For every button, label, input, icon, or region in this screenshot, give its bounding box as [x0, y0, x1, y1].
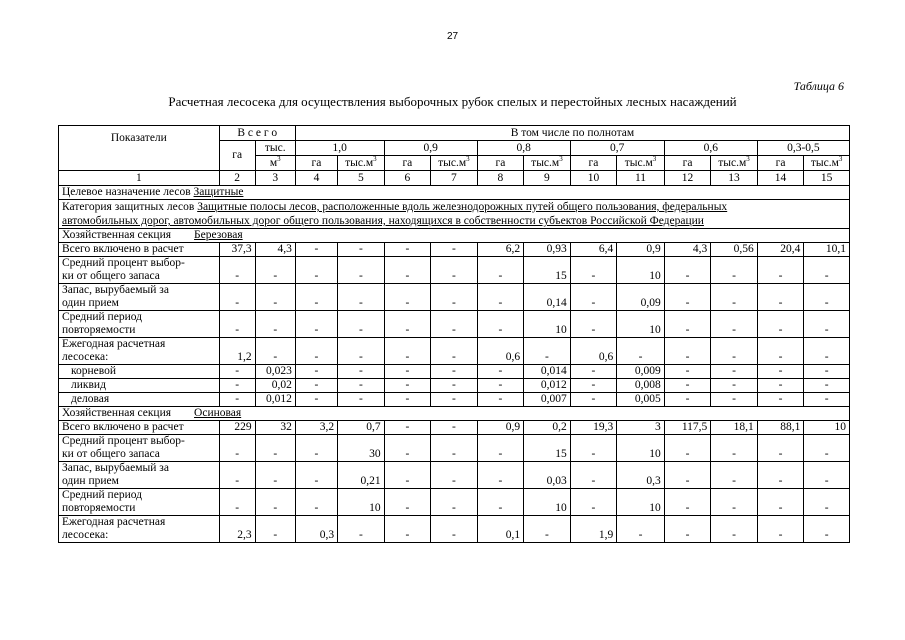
purpose-label: Целевое назначение лесов [62, 186, 191, 198]
header-density: 0,7 [570, 141, 664, 156]
header-indicators: Показатели [59, 126, 220, 171]
table-cell: 0,6 [477, 338, 524, 365]
table-cell: - [570, 257, 617, 284]
table-cell: - [431, 284, 478, 311]
table-cell: - [431, 379, 478, 393]
row-label: Всего включено в расчет [59, 243, 220, 257]
header-total-thous: тыс. [255, 141, 295, 156]
header-unit-ha: га [384, 156, 431, 171]
category-row [59, 200, 850, 229]
table-label: Таблица 6 [793, 79, 844, 93]
table-cell: 1,9 [570, 516, 617, 543]
table-cell: - [570, 489, 617, 516]
row-label: Средний процент выбор- ки от общего запаса [59, 257, 220, 284]
row-label: Средний процент выбор- ки от общего запаса [59, 435, 220, 462]
table-cell: - [804, 311, 850, 338]
column-number: 14 [757, 171, 804, 186]
header-density: 0,8 [477, 141, 570, 156]
table-cell: - [664, 311, 711, 338]
table-cell: - [384, 421, 431, 435]
category-value-line2: автомобильных дорог, автомобильных дорог общего пользования, находящихся в собственности субъектов Российской Федерации [62, 215, 704, 227]
row-label: Ежегодная расчетная лесосека: [59, 516, 220, 543]
table-cell: - [219, 379, 255, 393]
header-unit-ha: га [295, 156, 337, 171]
table-cell: 10 [338, 489, 385, 516]
header-unit-ha: га [757, 156, 804, 171]
table-cell: - [524, 516, 571, 543]
column-number: 8 [477, 171, 524, 186]
table-cell: - [711, 435, 758, 462]
table-cell: - [295, 379, 337, 393]
table-cell: 117,5 [664, 421, 711, 435]
table-cell: - [664, 365, 711, 379]
column-number: 7 [431, 171, 478, 186]
table-cell: - [338, 365, 385, 379]
table-cell: - [617, 516, 665, 543]
table-cell: 0,009 [617, 365, 665, 379]
column-number: 15 [804, 171, 850, 186]
table-cell: 88,1 [757, 421, 804, 435]
table-cell: - [431, 311, 478, 338]
purpose-value: Защитные [193, 186, 244, 198]
table-cell: - [804, 379, 850, 393]
table-cell: - [255, 338, 295, 365]
table-cell: - [804, 257, 850, 284]
table-row [59, 257, 850, 284]
column-number: 6 [384, 171, 431, 186]
table-cell: 10 [617, 435, 665, 462]
table-cell: 15 [524, 435, 571, 462]
table-cell: 0,9 [477, 421, 524, 435]
column-number: 10 [570, 171, 617, 186]
table-cell: - [711, 338, 758, 365]
table-cell: 0,02 [255, 379, 295, 393]
table-cell: - [757, 257, 804, 284]
table-cell: - [477, 462, 524, 489]
table-cell: 0,3 [617, 462, 665, 489]
table-cell: - [295, 338, 337, 365]
table-cell: 6,2 [477, 243, 524, 257]
table-cell: 0,09 [617, 284, 665, 311]
table-cell: 15 [524, 257, 571, 284]
table-cell: - [295, 311, 337, 338]
table-row [59, 435, 850, 462]
table-cell: - [431, 257, 478, 284]
table-cell: - [295, 435, 337, 462]
table-cell: - [711, 462, 758, 489]
table-cell: - [255, 462, 295, 489]
header-density: 1,0 [295, 141, 384, 156]
table-cell: 3 [617, 421, 665, 435]
table-cell: - [664, 284, 711, 311]
column-number: 2 [219, 171, 255, 186]
table-cell: - [804, 338, 850, 365]
table-cell: 3,2 [295, 421, 337, 435]
table-cell: 32 [255, 421, 295, 435]
table-title: Расчетная лесосека для осуществления выборочных рубок спелых и перестойных лесных насаждений [168, 94, 737, 109]
table-cell: - [338, 338, 385, 365]
table-cell: - [384, 435, 431, 462]
table-cell: - [664, 257, 711, 284]
table-cell: - [804, 516, 850, 543]
table-cell: - [255, 311, 295, 338]
table-cell: 0,014 [524, 365, 571, 379]
table-row [59, 393, 850, 407]
table-cell: - [804, 284, 850, 311]
table-cell: 18,1 [711, 421, 758, 435]
row-label: Средний период повторяемости [59, 311, 220, 338]
table-cell: - [431, 435, 478, 462]
table-cell: - [255, 489, 295, 516]
table-cell: - [431, 462, 478, 489]
table-cell: 0,012 [524, 379, 571, 393]
table-cell: - [664, 379, 711, 393]
table-cell: - [711, 311, 758, 338]
table-cell: - [524, 338, 571, 365]
table-cell: - [384, 243, 431, 257]
table-cell: - [664, 338, 711, 365]
table-cell: - [757, 338, 804, 365]
table-cell: - [295, 243, 337, 257]
table-row [59, 365, 850, 379]
table-cell: - [711, 284, 758, 311]
table-cell: - [477, 435, 524, 462]
header-unit-thous-m3: $тыс.м^3$ [804, 156, 850, 171]
table-cell: - [431, 365, 478, 379]
column-number: 13 [711, 171, 758, 186]
row-label: Всего включено в расчет [59, 421, 220, 435]
table-cell: 4,3 [255, 243, 295, 257]
table-cell: 0,14 [524, 284, 571, 311]
table-cell: 6,4 [570, 243, 617, 257]
table-cell: - [664, 393, 711, 407]
table-cell: - [711, 489, 758, 516]
table-cell: - [711, 393, 758, 407]
table-cell: 229 [219, 421, 255, 435]
table-row [59, 489, 850, 516]
table-cell: - [338, 379, 385, 393]
table-cell: 10 [617, 311, 665, 338]
section-header-row [59, 407, 850, 421]
table-cell: - [570, 284, 617, 311]
header-total-m3: $м^3$ [255, 156, 295, 171]
table-cell: 1,2 [219, 338, 255, 365]
table-cell: - [664, 516, 711, 543]
table-cell: - [338, 257, 385, 284]
table-cell: - [338, 393, 385, 407]
table-cell: - [295, 257, 337, 284]
table-cell: 0,6 [570, 338, 617, 365]
table-cell: 0,2 [524, 421, 571, 435]
table-cell: - [295, 462, 337, 489]
table-cell: - [711, 365, 758, 379]
table-cell: - [570, 311, 617, 338]
table-cell: - [219, 365, 255, 379]
table-cell: - [570, 393, 617, 407]
table-cell: 0,008 [617, 379, 665, 393]
header-unit-thous-m3: $тыс.м^3$ [524, 156, 571, 171]
table-cell: - [804, 393, 850, 407]
page-number: 27 [446, 31, 459, 42]
table-cell: - [295, 393, 337, 407]
table-cell: - [757, 379, 804, 393]
header-unit-ha: га [477, 156, 524, 171]
table-cell: - [338, 311, 385, 338]
section-label: Хозяйственная секция [62, 229, 172, 241]
category-label: Категория защитных лесов [62, 201, 195, 213]
table-cell: - [431, 338, 478, 365]
table-cell: 10 [617, 257, 665, 284]
header-unit-thous-m3: $тыс.м^3$ [711, 156, 758, 171]
row-label: корневой [59, 365, 220, 379]
table-cell: 0,03 [524, 462, 571, 489]
table-cell: - [384, 257, 431, 284]
table-cell: - [384, 284, 431, 311]
column-number: 12 [664, 171, 711, 186]
table-cell: 20,4 [757, 243, 804, 257]
table-cell: - [757, 284, 804, 311]
table-cell: - [384, 311, 431, 338]
table-cell: - [219, 311, 255, 338]
row-label: Средний период повторяемости [59, 489, 220, 516]
table-cell: - [757, 365, 804, 379]
table-cell: - [338, 516, 385, 543]
header-unit-thous-m3: $тыс.м^3$ [338, 156, 385, 171]
table-cell: - [664, 462, 711, 489]
table-cell: - [431, 516, 478, 543]
table-cell: - [219, 462, 255, 489]
header-density: 0,9 [384, 141, 477, 156]
table-cell: - [295, 365, 337, 379]
table-cell: - [477, 284, 524, 311]
header-unit-thous-m3: $тыс.м^3$ [617, 156, 665, 171]
column-number: 11 [617, 171, 665, 186]
table-cell: - [477, 379, 524, 393]
table-row [59, 243, 850, 257]
table-cell: - [477, 311, 524, 338]
table-row [59, 284, 850, 311]
table-cell: 0,21 [338, 462, 385, 489]
table-cell: - [295, 489, 337, 516]
table-cell: - [431, 243, 478, 257]
table-cell: 10 [804, 421, 850, 435]
table-cell: - [570, 379, 617, 393]
header-unit-ha: га [570, 156, 617, 171]
table-cell: - [384, 379, 431, 393]
table-cell: - [431, 393, 478, 407]
row-label: Ежегодная расчетная лесосека: [59, 338, 220, 365]
table-cell: - [804, 365, 850, 379]
section-name: Осиновая [194, 407, 242, 419]
table-cell: - [255, 257, 295, 284]
section-name: Березовая [194, 229, 243, 241]
section-label: Хозяйственная секция [62, 407, 172, 419]
table-row [59, 516, 850, 543]
header-unit-ha: га [664, 156, 711, 171]
table-row [59, 311, 850, 338]
table-cell: - [757, 435, 804, 462]
table-cell: - [477, 489, 524, 516]
table-cell: 10,1 [804, 243, 850, 257]
table-cell: 10 [524, 311, 571, 338]
column-number: 4 [295, 171, 337, 186]
table-cell: - [757, 489, 804, 516]
table-cell: 0,023 [255, 365, 295, 379]
table-cell: - [804, 435, 850, 462]
category-value-line1: Защитные полосы лесов, расположенные вдоль железнодорожных путей общего пользования, федеральных [197, 201, 728, 213]
table-cell: 19,3 [570, 421, 617, 435]
table-cell: - [757, 393, 804, 407]
table-cell: 10 [524, 489, 571, 516]
table-cell: 0,93 [524, 243, 571, 257]
table-cell: - [384, 516, 431, 543]
table-cell: - [477, 365, 524, 379]
table-row [59, 338, 850, 365]
table-cell: - [219, 257, 255, 284]
header-density: 0,6 [664, 141, 757, 156]
table-cell: - [295, 284, 337, 311]
column-number: 3 [255, 171, 295, 186]
table-cell: 0,56 [711, 243, 758, 257]
row-label: Запас, вырубаемый за один прием [59, 284, 220, 311]
table-cell: 2,3 [219, 516, 255, 543]
table-cell: - [431, 421, 478, 435]
purpose-row [59, 186, 850, 200]
column-number: 1 [59, 171, 220, 186]
section-header-row [59, 229, 850, 243]
table-cell: - [431, 489, 478, 516]
table-cell: - [219, 435, 255, 462]
table-cell: 37,3 [219, 243, 255, 257]
table-cell: - [338, 243, 385, 257]
table-cell: - [711, 379, 758, 393]
table-cell: - [711, 516, 758, 543]
table-cell: - [804, 462, 850, 489]
table-cell: 30 [338, 435, 385, 462]
table-cell: - [219, 489, 255, 516]
table-cell: - [384, 462, 431, 489]
column-number: 9 [524, 171, 571, 186]
column-number: 5 [338, 171, 385, 186]
table-cell: - [664, 435, 711, 462]
table-cell: - [477, 393, 524, 407]
header-total: В с е г о [219, 126, 295, 141]
table-cell: - [757, 462, 804, 489]
table-row [59, 462, 850, 489]
table-cell: - [384, 489, 431, 516]
table-cell: - [570, 462, 617, 489]
header-total-ha: га [219, 141, 255, 171]
table-cell: - [384, 338, 431, 365]
table-cell: 10 [617, 489, 665, 516]
table-cell: 0,005 [617, 393, 665, 407]
table-cell: - [664, 489, 711, 516]
table-cell: - [804, 489, 850, 516]
table-cell: 4,3 [664, 243, 711, 257]
table-cell: - [255, 284, 295, 311]
row-label: ликвид [59, 379, 220, 393]
table-cell: 0,1 [477, 516, 524, 543]
table-cell: - [477, 257, 524, 284]
table-cell: - [757, 516, 804, 543]
table-cell: - [384, 365, 431, 379]
header-by-density: В том числе по полнотам [295, 126, 849, 141]
table-cell: - [255, 435, 295, 462]
table-cell: - [219, 393, 255, 407]
table-cell: 0,3 [295, 516, 337, 543]
cutting-area-table [58, 125, 850, 543]
table-cell: - [384, 393, 431, 407]
table-cell: 0,9 [617, 243, 665, 257]
table-cell: - [219, 284, 255, 311]
table-cell: - [757, 311, 804, 338]
table-cell: - [711, 257, 758, 284]
header-density: 0,3-0,5 [757, 141, 849, 156]
table-cell: 0,007 [524, 393, 571, 407]
table-cell: - [570, 435, 617, 462]
row-label: Запас, вырубаемый за один прием [59, 462, 220, 489]
row-label: деловая [59, 393, 220, 407]
table-cell: - [570, 365, 617, 379]
table-cell: - [338, 284, 385, 311]
table-row [59, 379, 850, 393]
table-row [59, 421, 850, 435]
header-unit-thous-m3: $тыс.м^3$ [431, 156, 478, 171]
table-cell: 0,012 [255, 393, 295, 407]
table-cell: - [617, 338, 665, 365]
table-cell: 0,7 [338, 421, 385, 435]
table-cell: - [255, 516, 295, 543]
